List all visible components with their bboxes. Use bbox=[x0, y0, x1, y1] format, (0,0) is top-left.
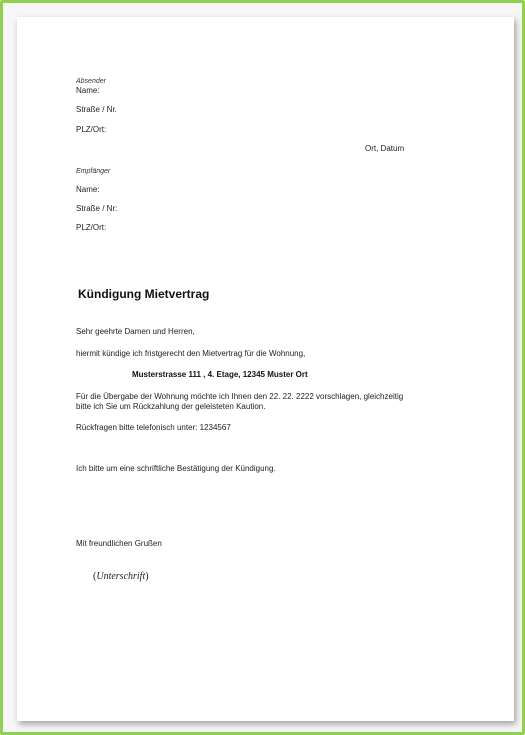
sender-city-label: PLZ/Ort: bbox=[76, 125, 107, 134]
recipient-street-label: Straße / Nr: bbox=[76, 204, 118, 213]
subject-title: Kündigung Mietvertrag bbox=[78, 287, 210, 301]
sender-heading: Absender bbox=[76, 78, 106, 85]
recipient-name-label: Name: bbox=[76, 185, 100, 194]
letter-page bbox=[17, 17, 514, 721]
recipient-city-label: PLZ/Ort: bbox=[76, 223, 107, 232]
intro-line: hiermit kündige ich fristgerecht den Mietvertrag für die Wohnung, bbox=[76, 349, 306, 358]
signature-placeholder bbox=[93, 571, 149, 583]
handover-line-2: bitte ich Sie um Rückzahlung der geleisteten Kaution. bbox=[76, 402, 266, 411]
contact-line: Rückfragen bitte telefonisch unter: 1234567 bbox=[76, 423, 231, 432]
signature-word: Unterschrift bbox=[96, 571, 146, 582]
sender-street-label: Straße / Nr. bbox=[76, 105, 117, 114]
apartment-address: Musterstrasse 111 , 4. Etage, 12345 Muster Ort bbox=[132, 370, 308, 379]
recipient-heading: Empfänger bbox=[76, 168, 111, 175]
closing-line: Mit freundlichen Grußen bbox=[76, 539, 162, 548]
signature-open-paren: ( bbox=[93, 571, 97, 582]
sender-name-label: Name: bbox=[76, 86, 100, 95]
confirmation-line: Ich bitte um eine schriftliche Bestätigung der Kündigung. bbox=[76, 464, 276, 473]
signature-close-paren: ) bbox=[145, 571, 149, 582]
handover-line-1: Für die Übergabe der Wohnung möchte ich Ihnen den 22. 22. 2222 vorschlagen, gleichzeitig bbox=[76, 392, 404, 401]
salutation: Sehr geehrte Damen und Herren, bbox=[76, 327, 195, 336]
place-date: Ort, Datum bbox=[365, 144, 405, 153]
